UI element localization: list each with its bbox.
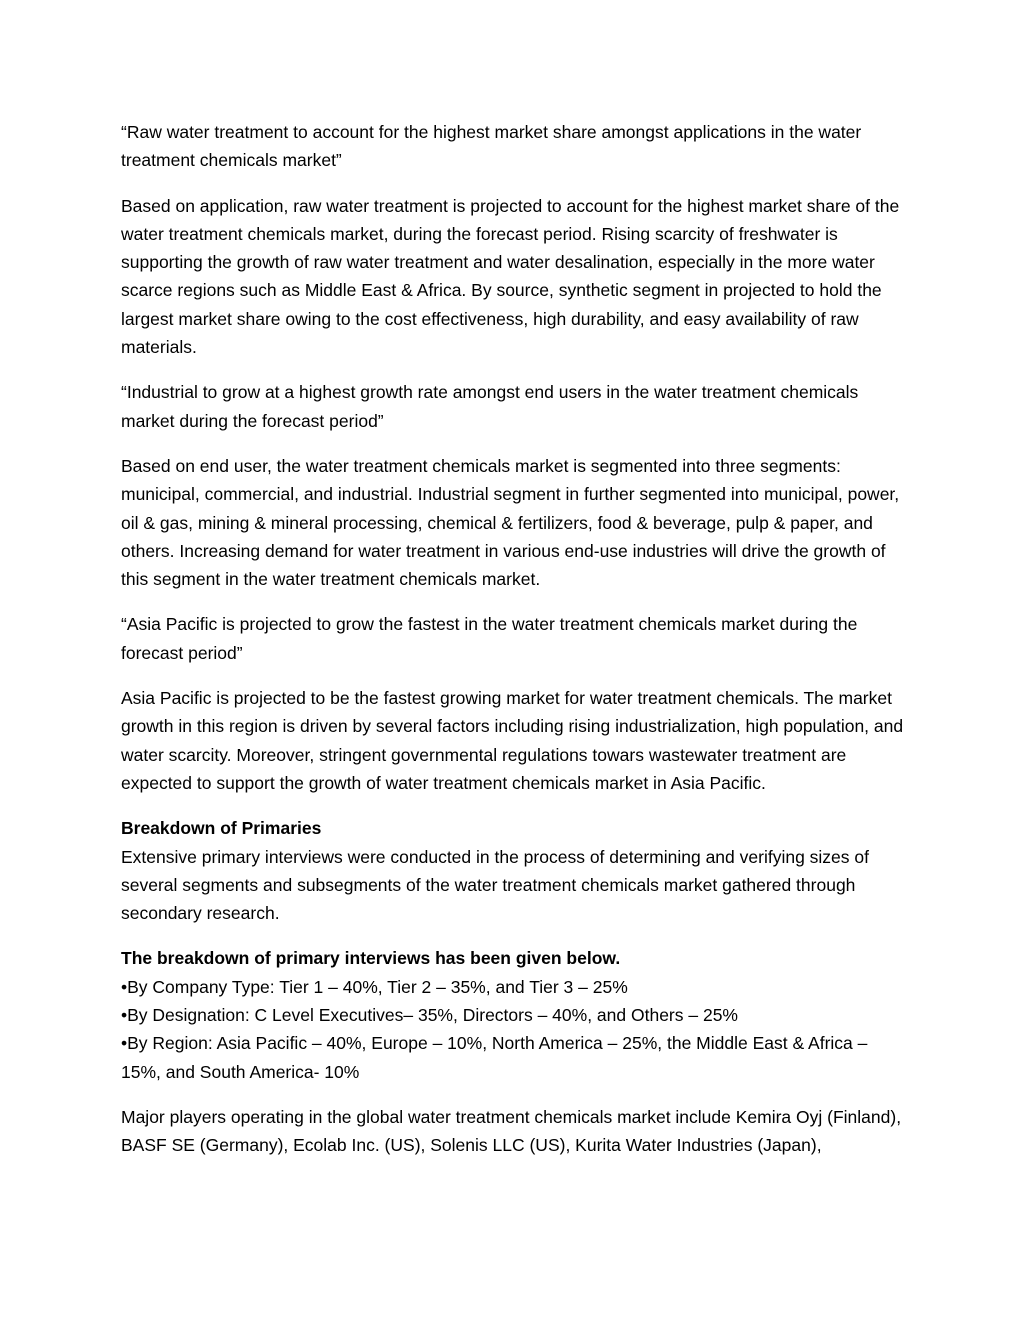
list-item: •By Designation: C Level Executives– 35%, Directors – 40%, and Others – 25% xyxy=(121,1005,738,1026)
list-item: •By Region: Asia Pacific – 40%, Europe – 10%, North America – 25%, the Middle East & Africa – 15%, and South America- 10% xyxy=(121,1033,868,1082)
quote-raw-water-treatment: “Raw water treatment to account for the highest market share amongst applications in the water treatment chemicals market” xyxy=(121,122,862,171)
paragraph-end-user: Based on end user, the water treatment chemicals market is segmented into three segments: municipal, commercial, and industrial. Industrial segment in further segmented into municipal, power, oil & gas, mining & mineral processing, chemical & fertilizers, food & beverage, pulp & paper, and others. Increasing demand for water treatment in various end-use industries will drive the growth of this segment in the water treatment chemicals market. xyxy=(121,455,900,590)
document-body xyxy=(121,118,906,1177)
list-item: •By Company Type: Tier 1 – 40%, Tier 2 – 35%, and Tier 3 – 25% xyxy=(121,976,628,997)
quote-asia-pacific: “Asia Pacific is projected to grow the fastest in the water treatment chemicals market during the forecast period” xyxy=(121,614,858,663)
paragraph-application: Based on application, raw water treatment is projected to account for the highest market share of the water treatment chemicals market, during the forecast period. Rising scarcity of freshwater is supporting the growth of raw water treatment and water desalination, especially in the more water scarce regions such as Middle East & Africa. By source, synthetic segment in projected to hold the largest market share owing to the cost effectiveness, high durability, and easy availability of raw materials. xyxy=(121,195,900,358)
paragraph-major-players: Major players operating in the global water treatment chemicals market include Kemira Oyj (Finland), BASF SE (Germany), Ecolab Inc. (US), Solenis LLC (US), Kurita Water Industries (Japan), xyxy=(121,1106,902,1156)
paragraph-asia-pacific: Asia Pacific is projected to be the fastest growing market for water treatment chemicals. The market growth in this region is driven by several factors including rising industrialization, high population, and water scarcity. Moreover, stringent governmental regulations towars wastewater treatment are expected to support the growth of water treatment chemicals market in Asia Pacific. xyxy=(121,688,904,793)
paragraph-primaries: Extensive primary interviews were conducted in the process of determining and verifying sizes of several segments and subsegments of the water treatment chemicals market gathered through secondary research. xyxy=(121,846,869,924)
heading-breakdown-interviews: The breakdown of primary interviews has been given below. xyxy=(121,948,621,969)
heading-breakdown-of-primaries: Breakdown of Primaries xyxy=(121,818,322,839)
quote-industrial-growth: “Industrial to grow at a highest growth rate amongst end users in the water treatment chemicals market during the forecast period” xyxy=(121,382,859,431)
section-breakdown-of-primaries xyxy=(121,814,906,927)
section-breakdown-list xyxy=(121,944,906,1085)
